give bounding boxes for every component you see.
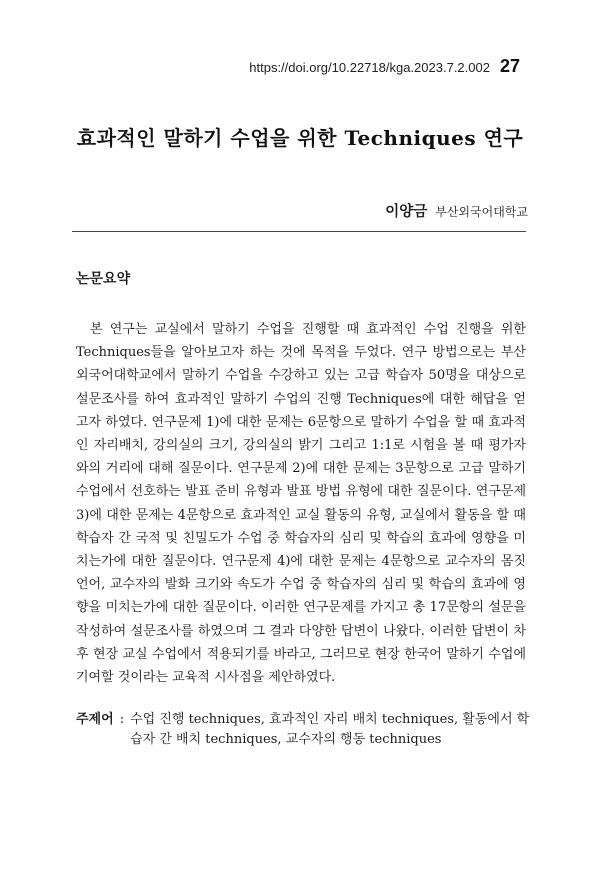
author-affiliation: 부산외국어대학교	[435, 205, 528, 219]
abstract-text: 본 연구는 교실에서 말하기 수업을 진행할 때 효과적인 수업 진행을 위한 Techniques들을 알아보고자 하는 것에 목적을 두었다. 연구 방법으로는 부산외국어대학교에서 말하기 수업을 수강하고 있는 고급 학습자 50명을 대상으로 설문조사를 하여 효과적인 말하기 수업의 진행 Techniques에 대한 해답을 얻고자 하였다. 연구문제 1)에 대한 문제는 6문항으로 말하기 수업을 할 때 효과적인 자리배치, 강의실의 크기, 강의실의 밝기 그리고 1:1로 시험을 볼 때 평가자와의 거리에 대해 질문이다. 연구문제 2)에 대한 문제는 3문항으로 고급 말하기 수업에서 선호하는 발표 준비 유형과 발표 방법 유형에 대한 질문이다. 연구문제 3)에 대한 문제는 4문항으로 효과적인 교실 활동의 유형, 교실에서 활동을 할 때 학습자 간 국적 및 친밀도가 수업 중 학습자의 심리 및 학습의 효과에 영향을 미치는가에 대한 질문이다. 연구문제 4)에 대한 문제는 4문항으로 교수자의 몸짓언어, 교수자의 발화 크기와 속도가 수업 중 학습자의 심리 및 학습의 효과에 영향을 미치는가에 대한 질문이다. 이러한 연구문제를 가지고 총 17문항의 설문을 작성하여 설문조사를 하였으며 그 결과 다양한 답변이 나왔다. 이러한 답변이 차후 현장 교실 수업에서 적용되기를 바라고, 그러므로 현장 한국어 말하기 수업에 기여할 것이라는 교육적 시사점을 제안하였다.	[76, 322, 526, 686]
abstract-body	[76, 318, 526, 689]
keywords-text: 수업 진행 techniques, 효과적인 자리 배치 techniques, 활동에서 학습자 간 배치 techniques, 교수자의 행동 techniques	[130, 712, 530, 747]
abstract-heading: 논문요약	[76, 271, 131, 287]
author-name: 이양금	[385, 203, 428, 220]
keywords-block	[76, 710, 530, 750]
header-divider	[72, 231, 526, 232]
paper-title: 효과적인 말하기 수업을 위한 Techniques 연구	[76, 126, 524, 150]
author-block	[385, 200, 528, 221]
doi-link[interactable]: https://doi.org/10.22718/kga.2023.7.2.002	[249, 60, 490, 75]
keywords-separator: :	[119, 712, 125, 727]
page-header	[249, 56, 520, 77]
page-number: 27	[499, 56, 520, 76]
keywords-label: 주제어	[76, 712, 114, 727]
